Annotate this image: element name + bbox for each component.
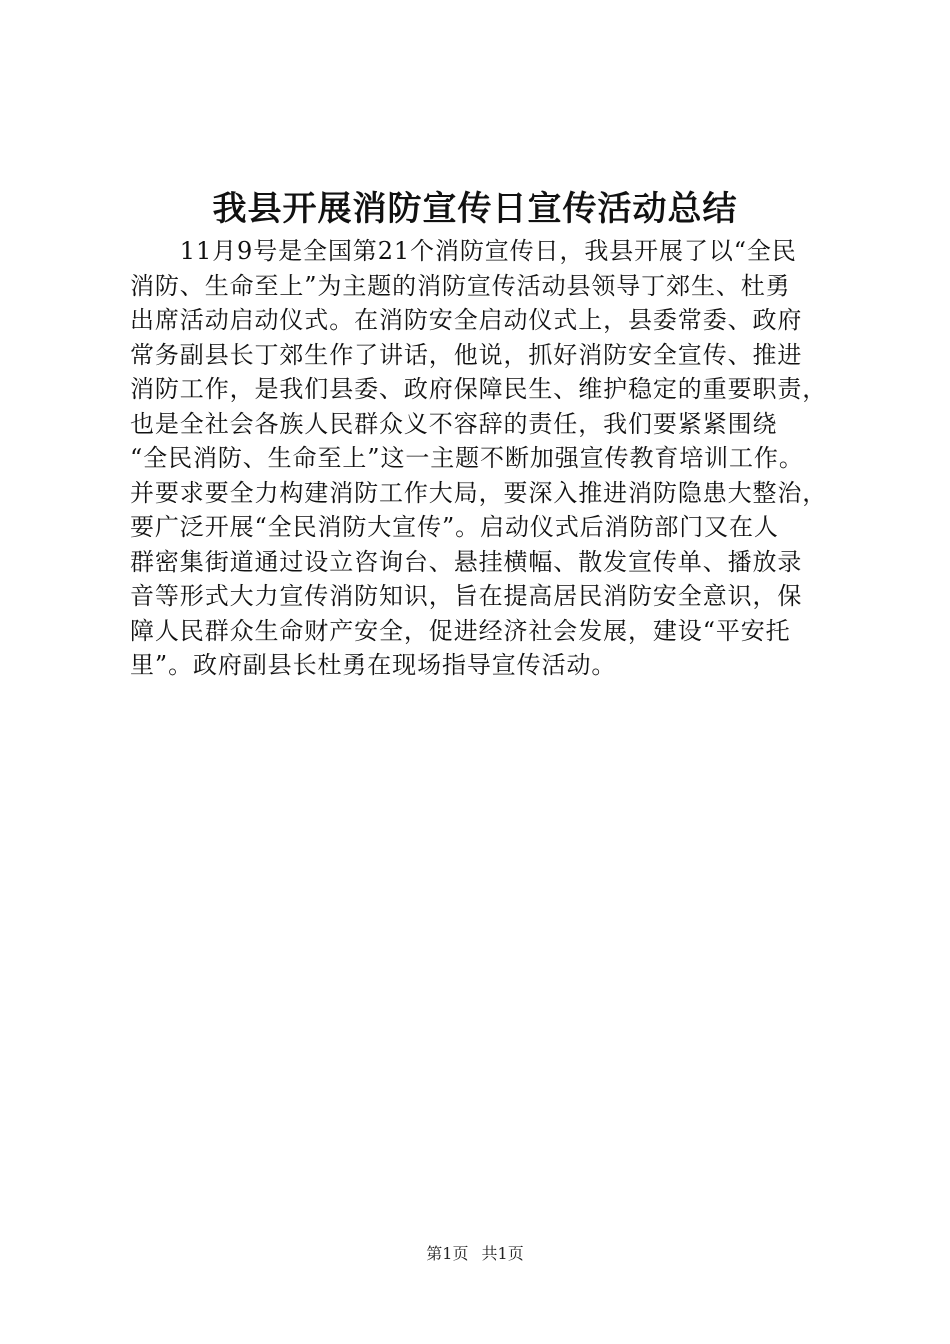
body-line: 里”。政府副县长杜勇在现场指导宣传活动。	[130, 651, 617, 679]
body-line: 出席活动启动仪式。在消防安全启动仪式上，县委常委、政府	[130, 306, 803, 334]
body-line: 常务副县长丁郊生作了讲话，他说，抓好消防安全宣传、推进	[130, 340, 803, 369]
page-number: 第1页	[426, 1244, 469, 1263]
body-line: 并要求要全力构建消防工作大局，要深入推进消防隐患大整治，	[130, 478, 828, 507]
body-line: 消防、生命至上”为主题的消防宣传活动县领导丁郊生、杜勇	[130, 271, 791, 300]
body-line: 11月9号是全国第21个消防宣传日，我县开展了以“全民	[130, 237, 797, 265]
document-title: 我县开展消防宣传日宣传活动总结	[212, 189, 738, 229]
body-line: “全民消防、生命至上”这一主题不断加强宣传教育培训工作。	[130, 444, 804, 472]
body-line: 也是全社会各族人民群众义不容辞的责任，我们要紧紧围绕	[130, 409, 778, 438]
body-line: 消防工作，是我们县委、政府保障民生、维护稳定的重要职责，	[130, 375, 828, 403]
body-line: 要广泛开展“全民消防大宣传”。启动仪式后消防部门又在人	[130, 513, 779, 541]
body-line: 音等形式大力宣传消防知识，旨在提高居民消防安全意识，保	[130, 582, 803, 610]
body-line: 障人民群众生命财产安全，促进经济社会发展，建设“平安托	[130, 616, 791, 645]
page-footer	[0, 1243, 950, 1265]
page-total: 共1页	[481, 1244, 524, 1263]
body-line: 群密集街道通过设立咨询台、悬挂横幅、散发宣传单、播放录	[130, 547, 803, 576]
document-body	[130, 234, 828, 683]
